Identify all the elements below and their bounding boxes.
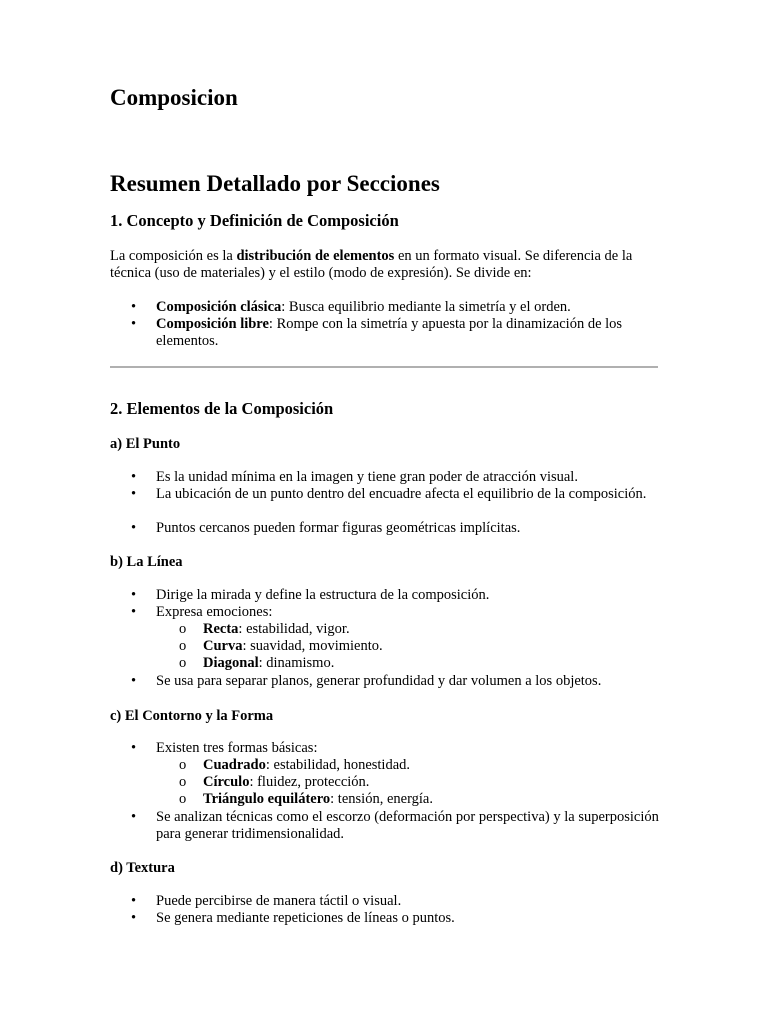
sub-list-item-diagonal: o Diagonal: dinamismo. <box>179 655 335 671</box>
list-item: • Se usa para separar planos, generar profundidad y dar volumen a los objetos. <box>131 673 602 689</box>
bullet: • <box>131 673 137 689</box>
circle-bullet: o <box>179 791 187 807</box>
bullet: • <box>131 486 137 502</box>
circle-bullet: o <box>179 774 187 790</box>
list-item-composicion-clasica: • Composición clásica: Busca equilibrio mediante la simetría y el orden. <box>131 299 571 315</box>
bullet: • <box>131 893 137 909</box>
sub-list-item-circulo: o Círculo: fluidez, protección. <box>179 774 370 790</box>
document-title: Composicion <box>110 85 238 110</box>
list-item: • Se genera mediante repeticiones de líneas o puntos. <box>131 910 455 926</box>
subsection-punto-heading: a) El Punto <box>110 436 181 452</box>
bullet: • <box>131 910 137 926</box>
section2-heading: 2. Elementos de la Composición <box>110 399 334 418</box>
subsection-textura-heading: d) Textura <box>110 860 175 876</box>
list-item: • Dirige la mirada y define la estructura de la composición. <box>131 587 490 603</box>
horizontal-divider <box>110 366 658 368</box>
list-item-composicion-libre: • Composición libre: Rompe con la simetría y apuesta por la dinamización de los elementos. <box>131 316 623 349</box>
bullet: • <box>131 604 137 620</box>
bullet: • <box>131 316 137 332</box>
list-item: • La ubicación de un punto dentro del encuadre afecta el equilibrio de la composición. <box>131 486 647 502</box>
bullet: • <box>131 520 137 536</box>
subsection-linea-heading: b) La Línea <box>110 554 183 570</box>
list-item: • Puede percibirse de manera táctil o visual. <box>131 893 402 909</box>
sub-list-item-triangulo: o Triángulo equilátero: tensión, energía. <box>179 791 433 807</box>
sub-list-item-recta: o Recta: estabilidad, vigor. <box>179 621 350 637</box>
bullet: • <box>131 469 137 485</box>
list-item: • Se analizan técnicas como el escorzo (deformación por perspectiva) y la superposición para generar tridimensionalidad. <box>131 809 659 842</box>
list-item: • Expresa emociones: <box>131 604 273 620</box>
bullet: • <box>131 587 137 603</box>
sub-list-item-cuadrado: o Cuadrado: estabilidad, honestidad. <box>179 757 411 773</box>
circle-bullet: o <box>179 621 187 637</box>
list-item: • Existen tres formas básicas: <box>131 740 318 756</box>
section1-intro: La composición es la distribución de elementos en un formato visual. Se diferencia de la técnica (uso de materiales) y el estilo (modo de expresión). Se divide en: <box>110 248 633 281</box>
summary-heading: Resumen Detallado por Secciones <box>110 171 440 196</box>
circle-bullet: o <box>179 757 187 773</box>
bullet: • <box>131 740 137 756</box>
section1-heading: 1. Concepto y Definición de Composición <box>110 211 399 230</box>
circle-bullet: o <box>179 638 187 654</box>
circle-bullet: o <box>179 655 187 671</box>
bullet: • <box>131 809 137 825</box>
list-item: • Es la unidad mínima en la imagen y tiene gran poder de atracción visual. <box>131 469 578 485</box>
list-item: • Puntos cercanos pueden formar figuras geométricas implícitas. <box>131 520 521 536</box>
subsection-contorno-heading: c) El Contorno y la Forma <box>110 708 274 724</box>
bullet: • <box>131 299 137 315</box>
sub-list-item-curva: o Curva: suavidad, movimiento. <box>179 638 383 654</box>
